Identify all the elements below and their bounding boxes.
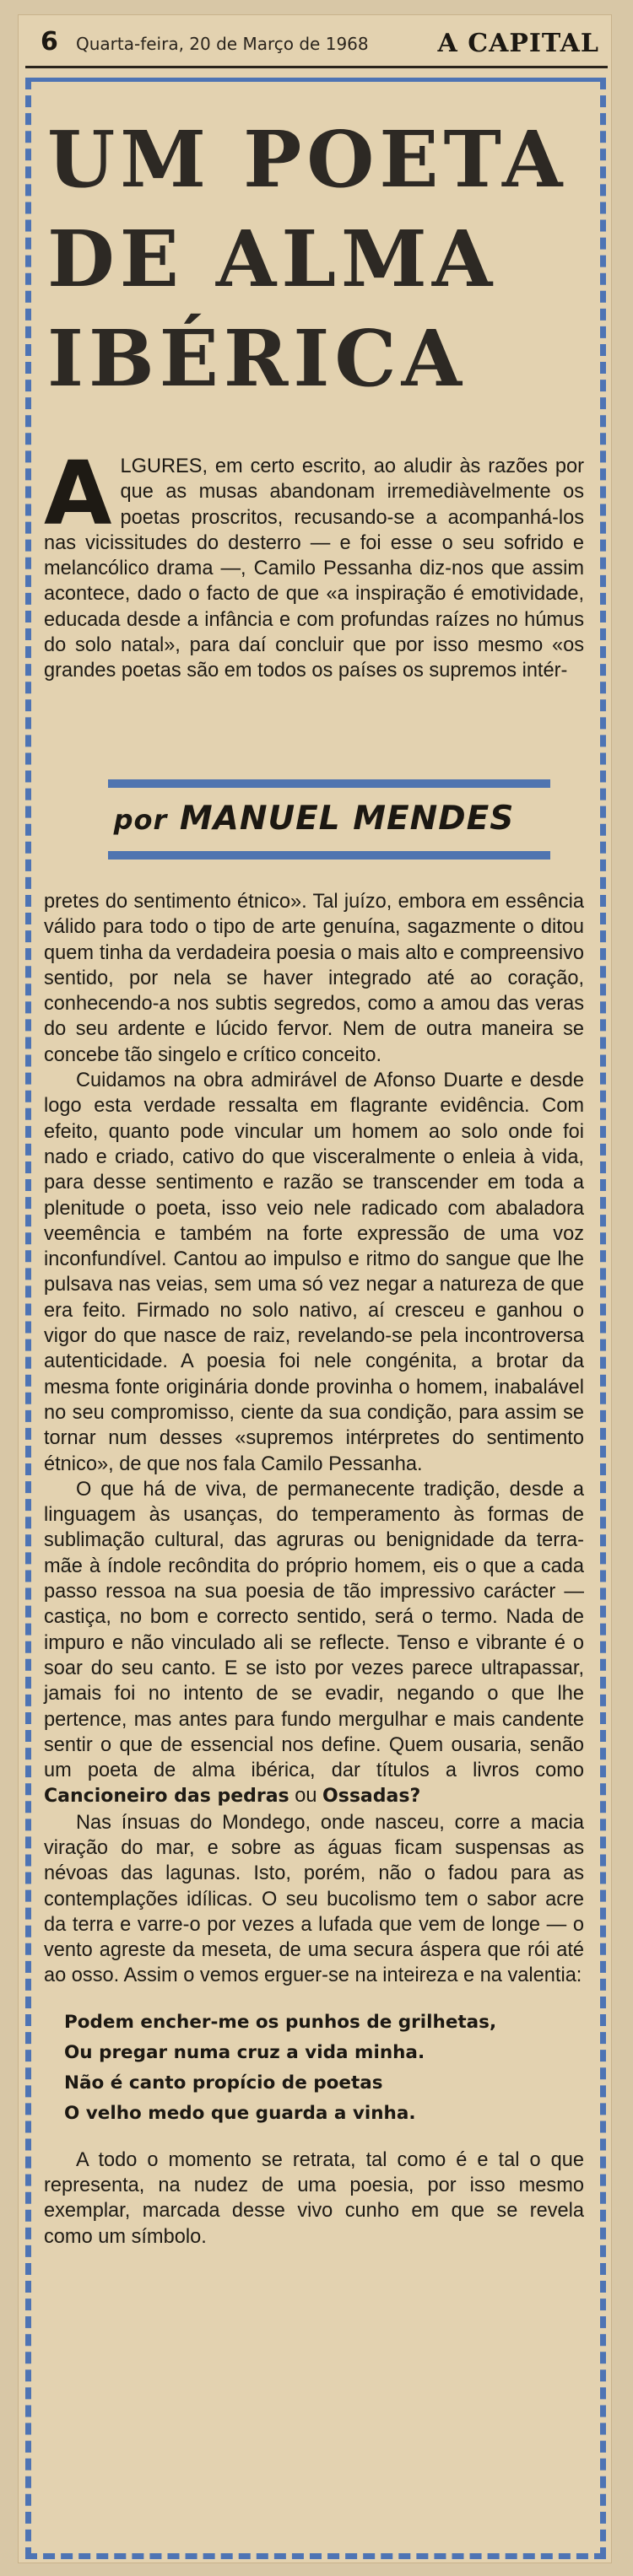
title-line: DE ALMA	[47, 213, 498, 304]
body-paragraph: Cuidamos na obra admirável de Afonso Duarte e desde logo esta verdade ressalta em flagrante evidência. Com efeito, quanto pode vincular um homem ao solo onde foi nado e criado, cativo do que visceralmente o enleia à vida, para desse sentimento e razão se transcender em toda a plenitude o poeta, isso veio nele radicado com abaladora veemência e também na forte expressão de uma voz inconfundível. Cantou ao impulso e ritmo do sangue que lhe pulsava nas veias, sem uma só vez negar a natureza de que era feito. Firmado no solo nativo, aí cresceu e ganhou o vigor do que nasce de raiz, revelando-se pela incontroversa autenticidade. A poesia foi nele congénita, a brotar da mesma fonte originária donde provinha o homem, inabalável no seu compromisso, ciente da sua condição, para assim se tornar num desses «supremos intérpretes do sentimento étnico», de que nos fala Camilo Pessanha.	[44, 1070, 584, 1475]
author-name: MANUEL MENDES	[179, 800, 515, 838]
intro-paragraph: LGURES, em certo escrito, ao aludir às razões por que as musas abandonam irremediàvelmente os poetas proscritos, recusando-se a acompanhá-los nas vicissitudes do desterro — e foi esse o seu sofrido e melancólico drama —, Camilo Pessanha diz-nos que assim acontece, dado o facto de que «a inspiração é emotividade, educada desde a infância e com profundas raízes no húmus do solo natal», para daí concluir que por isso mesmo «os grandes poetas são em todos os países os supremos intér-	[44, 455, 584, 682]
poem-quote	[64, 2007, 584, 2129]
poem-line: Não é canto propício de poetas	[64, 2072, 383, 2094]
title-line: UM POETA	[47, 114, 568, 205]
poem-line: Podem encher-me os punhos de grilhetas,	[64, 2011, 497, 2033]
author-byline	[44, 800, 584, 838]
body-paragraph: pretes do sentimento étnico». Tal juízo, embora em essência válido para todo o tipo de arte genuína, sagazmente o ditou quem tinha da verdadeira poesia o mais alto e compreensivo sentido, por nela se haver integrado até ao coração, conhecendo-a nos subtis segredos, como a amou das veras do seu ardente e lúcido fervor. Nem de outra maneira se concebe tão singelo e crítico conceito.	[44, 891, 584, 1066]
poem-line: O velho medo que guarda a vinha.	[64, 2102, 416, 2124]
byline-prefix: por	[113, 804, 168, 836]
title-line: IBÉRICA	[47, 313, 468, 404]
newspaper-name: A CAPITAL	[437, 29, 599, 58]
article-intro	[44, 442, 584, 684]
paragraph-text: O que há de viva, de permanecente tradição, desde a linguagem às usanças, do temperamento às formas de sublimação cultural, das agruras ou benignidade da terra-mãe à índole recôndita do próprio homem, eis o que a cada passo ressoa na sua poesia de tão impressivo carácter — castiça, no bom e correcto sentido, será o termo. Nada de impuro e não vinculado ali se reflecte. Tenso e vibrante é o soar do seu canto. E se isto por vezes parece ultrapassar, jamais foi no intento de se evadir, negando o que lhe pertence, mas antes para fundo mergulhar e mais candente sentir o que de essencial nos define. Quem ousaria, senão um poeta de alma ibérica, dar títulos a livros como	[44, 1478, 584, 1782]
page-header	[25, 22, 608, 64]
connector-word: ou	[295, 1785, 317, 1808]
book-title: Cancioneiro das pedras	[44, 1786, 289, 1808]
byline-block	[44, 779, 584, 860]
byline-rule-bottom	[108, 851, 550, 860]
book-title: Ossadas?	[322, 1786, 421, 1808]
header-divider	[25, 66, 608, 68]
byline-rule-top	[108, 779, 550, 788]
poem-line: Ou pregar numa cruz a vida minha.	[64, 2041, 425, 2063]
page-number: 6	[41, 27, 58, 57]
body-paragraph	[44, 1477, 584, 1810]
article-title	[47, 110, 596, 408]
article-body	[44, 889, 584, 2250]
body-paragraph: Nas ínsuas do Mondego, onde nasceu, corre a macia viração do mar, e sobre as águas ficam suspensas as névoas das lagunas. Isto, porém, não o fadou para as contemplações idílicas. O seu bucolismo tem o sabor acre da terra e varre-o por vezes a lufada que vem de longe — o vento agreste da meseta, de uma secura áspera que rói até ao osso. Assim o vemos erguer-se na inteireza e na valentia:	[44, 1811, 584, 1987]
publication-date: Quarta-feira, 20 de Março de 1968	[76, 34, 369, 54]
drop-cap: A	[44, 442, 112, 545]
body-paragraph: A todo o momento se retrata, tal como é e tal o que representa, na nudez de uma poesia, por isso mesmo exemplar, marcada desse vivo cunho em que se revela como um símbolo.	[44, 2148, 584, 2248]
